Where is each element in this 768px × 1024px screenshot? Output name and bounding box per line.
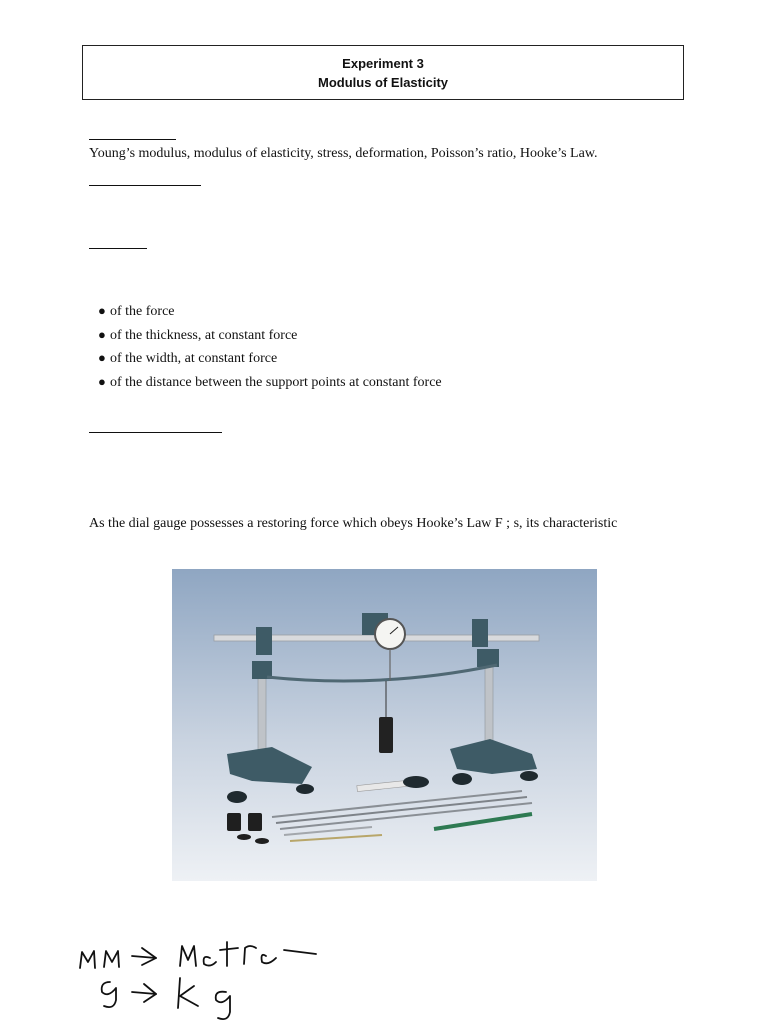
intro-text: As the dial gauge possesses a restoring force which obeys Hooke’s Law F ; s, its characteristic [89,516,618,531]
bullet-dot-icon: ● [98,350,106,366]
experiment-number: Experiment 3 [342,55,424,71]
heading-rule-1 [89,139,176,140]
apparatus-illustration [172,569,597,881]
keywords-text: Young’s modulus, modulus of elasticity, stress, deformation, Poisson’s ratio, Hooke’s Law. [89,146,598,161]
bullet-dot-icon: ● [98,326,106,342]
bullet-item: ● of the thickness, at constant force [98,324,442,348]
handwritten-note [70,920,370,1024]
experiment-subject: Modulus of Elasticity [317,74,448,90]
apparatus-photo [172,569,597,881]
experiment-title-box [82,45,684,100]
bullet-list [98,300,442,395]
bullet-dot-icon: ● [98,374,106,390]
bullet-item: ● of the width, at constant force [98,347,442,371]
bullet-item: ● of the force [98,300,442,324]
heading-rule-4 [89,432,222,433]
heading-rule-3 [89,248,147,249]
bullet-item: ● of the distance between the support points at constant force [98,371,442,395]
bullet-dot-icon: ● [98,303,106,318]
heading-rule-2 [89,185,201,186]
